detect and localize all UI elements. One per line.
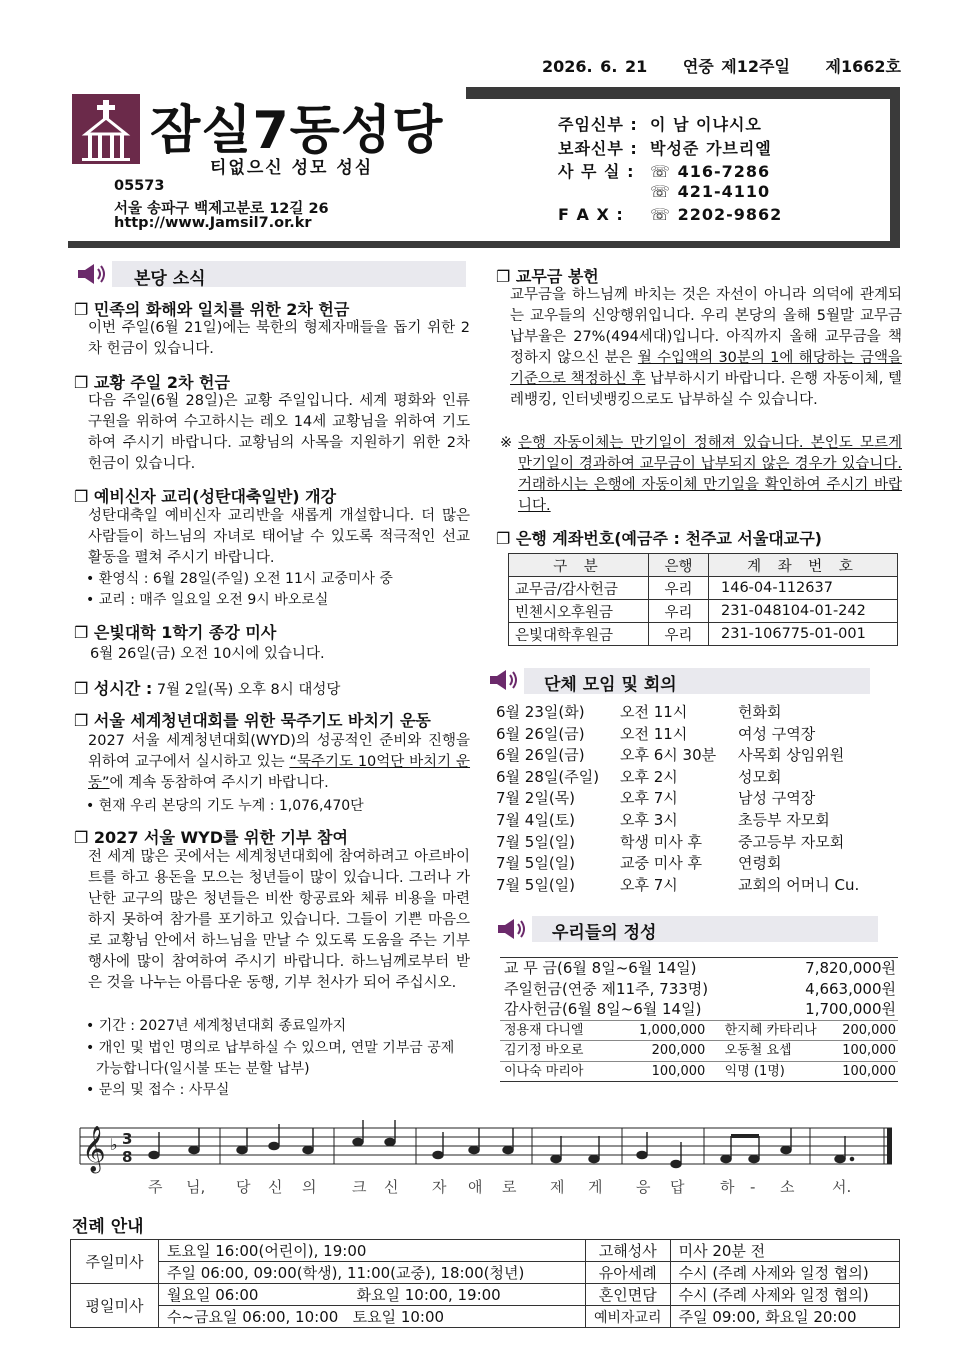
liturgy-schedule-table <box>70 1239 900 1328</box>
svg-text:신: 신 <box>268 1178 283 1196</box>
svg-text:소: 소 <box>780 1178 795 1196</box>
news-text-silver-college: 6월 26일(금) 오전 10시에 있습니다. <box>90 646 325 662</box>
news-heading-rosary: ❐ 서울 세계청년대회를 위한 묵주기도 바치기 운동 <box>74 711 431 730</box>
catechism-welcome: • 환영식 : 6월 28일(주일) 오전 11시 교중미사 중 <box>86 571 393 587</box>
section-title-news: 본당 소식 <box>134 269 206 289</box>
section-title-meetings: 단체 모임 및 회의 <box>544 675 677 695</box>
issue-number: 제1662호 <box>825 57 901 76</box>
svg-text:응: 응 <box>636 1178 651 1196</box>
issue-date: 2026. 6. 21 <box>542 57 648 76</box>
list-item: 7월 2일(목) 오후 7시 남성 구역장 <box>496 789 816 808</box>
list-item: 7월 5일(일) 교중 미사 후 연령회 <box>496 854 782 873</box>
music-score <box>76 1118 896 1200</box>
news-text-pope-sunday: 다음 주일(6월 28일)은 교황 주일입니다. 세계 평화와 인류 구원을 위하여 수고하시는 레오 14세 교황님을 위하여 기도하여 주시기 바랍니다. 교황님의 사목을 지원하기 위한 2차 헌금이 있습니다. <box>88 393 470 472</box>
table-row: 은빛대학후원금 우리 231-106775-01-001 <box>509 623 898 646</box>
tithe-text: 교무금을 하느님께 바치는 것은 자선이 아니라 의덕에 관계되는 교우들의 신앙행위입니다. 우리 본당의 올해 5월말 교무금 납부율은 27%(494세대)입니다. 아직까지 올해 교무금을 책정하지 않으신 분은 월 수입액의 30분의 1에 해당하는 금액을 기준으로 책정하신 후 납부하시기 바랍니다. 은행 자동이체, 텔레뱅킹, 인터넷뱅킹으로도 납부하실 수 있습니다. <box>510 287 903 408</box>
list-item: 7월 5일(일) 오후 7시 교회의 어머니 Cu. <box>496 875 860 894</box>
svg-text:답: 답 <box>670 1178 685 1196</box>
table-row: 평일미사 월요일 06:00 화요일 10:00, 19:00 혼인면담 수시 (주례 사제와 일정 협의) <box>71 1284 900 1306</box>
list-item: 6월 26일(금) 오후 6시 30분 사목회 상임위원 <box>496 746 845 765</box>
staff-office-phone: 사 무 실 : ☏ 416-7286 <box>558 162 771 181</box>
issue-dateline <box>542 54 901 77</box>
svg-text:자: 자 <box>432 1178 447 1196</box>
news-text-catechism: 성탄대축일 예비신자 교리반을 새롭게 개설합니다. 더 많은 사람들이 하느님의 자녀로 태어날 수 있도록 적극적인 선교활동을 펼쳐 주시기 바랍니다. <box>88 508 470 566</box>
news-heading-catechism: ❐ 예비신자 교리(성탄대축일반) 개강 <box>74 487 337 506</box>
speaker-icon <box>76 262 110 286</box>
svg-text:-: - <box>750 1178 756 1196</box>
meeting-schedule <box>496 702 859 896</box>
svg-text:의: 의 <box>302 1178 317 1196</box>
svg-text:제: 제 <box>550 1178 565 1196</box>
speaker-icon <box>496 917 530 941</box>
parish-subtitle: 티없으신 성모 성심 <box>210 158 374 178</box>
website-link[interactable]: http://www.Jamsil7.or.kr <box>114 215 312 231</box>
staff-pastor: 주임신부 : 이 남 이냐시오 <box>558 115 762 134</box>
svg-text:하: 하 <box>720 1178 735 1196</box>
svg-text:서.: 서. <box>832 1178 852 1196</box>
news-heading-silver-college: ❐ 은빛대학 1학기 종강 미사 <box>74 623 277 642</box>
bank-heading: ❐ 은행 계좌번호(예금주 : 천주교 서울대교구) <box>496 529 822 548</box>
svg-text:로: 로 <box>502 1178 517 1196</box>
news-heading-reconciliation: ❐ 민족의 화해와 일치를 위한 2차 헌금 <box>74 300 350 319</box>
parish-logo-icon <box>72 94 140 164</box>
table-row: 교무금/감사헌금 우리 146-04-112637 <box>509 577 898 600</box>
wyd-period: • 기간 : 2027년 세계청년대회 종료일까지 <box>86 1018 347 1034</box>
list-item: 7월 4일(토) 오후 3시 초등부 자모회 <box>496 810 830 829</box>
news-text-reconciliation: 이번 주일(6월 21일)에는 북한의 형제자매들을 돕기 위한 2차 헌금이 있습니다. <box>88 320 470 357</box>
svg-text:3: 3 <box>122 1130 133 1148</box>
liturgy-title: 전례 안내 <box>72 1217 144 1237</box>
svg-text:당: 당 <box>236 1178 251 1196</box>
news-heading-pope-sunday: ❐ 교황 주일 2차 헌금 <box>74 373 230 392</box>
catechism-class: • 교리 : 매주 일요일 오전 9시 바오로실 <box>86 592 329 608</box>
svg-text:신: 신 <box>384 1178 399 1196</box>
tithe-note: ※ 은행 자동이체는 만기일이 정해져 있습니다. 본인도 모르게 만기일이 경과하여 교무금이 납부되지 않은 경우가 있습니다. 거래하시는 은행에 자동이체 만기일을 확인하여 주시기 바랍니다. <box>500 435 902 514</box>
staff-office-phone-2: ☏ 421-4110 <box>650 182 771 201</box>
bank-account-table <box>508 553 898 646</box>
list-item: 7월 5일(일) 학생 미사 후 중고등부 자모회 <box>496 832 845 851</box>
donor-row: 이나숙 마리아 100,000 익명 (1명) 100,000 <box>500 1061 898 1082</box>
donor-row: 정용재 다니엘 1,000,000 한지혜 카타리나 200,000 <box>500 1020 898 1041</box>
offering-row: 교 무 금(6월 8일~6월 14일) 7,820,000원 <box>504 959 896 977</box>
offering-row: 감사헌금(6월 8일~6월 14일) 1,700,000원 <box>504 1000 896 1018</box>
parish-name: 잠실7동성당 <box>150 101 444 161</box>
list-item: 6월 28일(주일) 오후 2시 성모회 <box>496 767 782 786</box>
offering-summary <box>500 957 898 1082</box>
section-title-offerings: 우리들의 정성 <box>552 923 657 943</box>
svg-text:크: 크 <box>352 1178 367 1196</box>
table-row: 주일미사 토요일 16:00(어린이), 19:00 고해성사 미사 20분 전 <box>71 1240 900 1262</box>
news-text-rosary: 2027 서울 세계청년대회(WYD)의 성공적인 준비와 진행을 위하여 교구에서 실시하고 있는 “묵주기도 10억단 바치기 운동”에 계속 동참하여 주시기 바랍니다. <box>88 733 471 791</box>
donor-row: 김기정 바오로 200,000 오동철 요셉 100,000 <box>500 1040 898 1061</box>
staff-assistant: 보좌신부 : 박성준 가브리엘 <box>558 139 772 158</box>
svg-text:♭: ♭ <box>110 1135 118 1154</box>
news-text-wyd-donation: 전 세계 많은 곳에서는 세계청년대회에 참여하려고 아르바이트를 하고 용돈을 모으는 청년들이 많이 있습니다. 그러나 가난한 교구의 많은 청년들은 비싼 항공료와 체류 비용을 마련하지 못하여 참가를 포기하고 있습니다. 그들이 기쁜 마음으로 교황님 안에서 하느님을 만날 수 있도록 도움을 주는 기부 행사에 많이 참여하여 주시기 바랍니다. 하느님께로부터 받은 것을 나누는 아름다운 동행, 기부 천사가 되어 주십시오. <box>88 849 470 991</box>
news-heading-wyd-donation: ❐ 2027 서울 WYD를 위한 기부 참여 <box>74 828 348 847</box>
table-header-row: 구 분 은행 계 좌 번 호 <box>509 554 898 577</box>
news-holy-hour: ❐ 성시간 : 7월 2일(목) 오후 8시 대성당 <box>74 679 341 698</box>
svg-text:게: 게 <box>588 1178 603 1196</box>
rosary-count: • 현재 우리 본당의 기도 누계 : 1,076,470단 <box>86 798 364 814</box>
liturgical-week: 연중 제12주일 <box>682 57 790 76</box>
wyd-contact: • 문의 및 접수 : 사무실 <box>86 1082 230 1098</box>
offering-row: 주일헌금(연중 제11주, 733명) 4,663,000원 <box>504 979 896 998</box>
list-item: 6월 26일(금) 오전 11시 여성 구역장 <box>496 724 816 743</box>
svg-text:애: 애 <box>468 1178 483 1196</box>
staff-fax: F A X : ☏ 2202-9862 <box>558 205 783 224</box>
svg-text:님,: 님, <box>186 1178 206 1196</box>
postal-code: 05573 <box>114 178 165 194</box>
address: 서울 송파구 백제고분로 12길 26 <box>114 201 329 217</box>
speaker-icon <box>488 668 522 692</box>
svg-text:8: 8 <box>122 1148 133 1166</box>
svg-text:주: 주 <box>148 1178 163 1196</box>
table-row: 주일 06:00, 09:00(학생), 11:00(교중), 18:00(청년) 유아세례 수시 (주례 사제와 일정 협의) <box>71 1262 900 1284</box>
table-row: 수~금요일 06:00, 10:00 토요일 10:00 예비자교리 주일 09:00, 화요일 20:00 <box>71 1306 900 1328</box>
table-row: 빈첸시오후원금 우리 231-048104-01-242 <box>509 600 898 623</box>
list-item: 6월 23일(화) 오전 11시 헌화회 <box>496 703 782 721</box>
tithe-heading: ❐ 교무금 봉헌 <box>496 267 599 286</box>
svg-text:𝄞: 𝄞 <box>82 1126 106 1172</box>
wyd-tax: • 개인 및 법인 명의로 납부하실 수 있으며, 연말 기부금 공제 가능합니다(일시불 또는 분할 납부) <box>86 1040 455 1077</box>
